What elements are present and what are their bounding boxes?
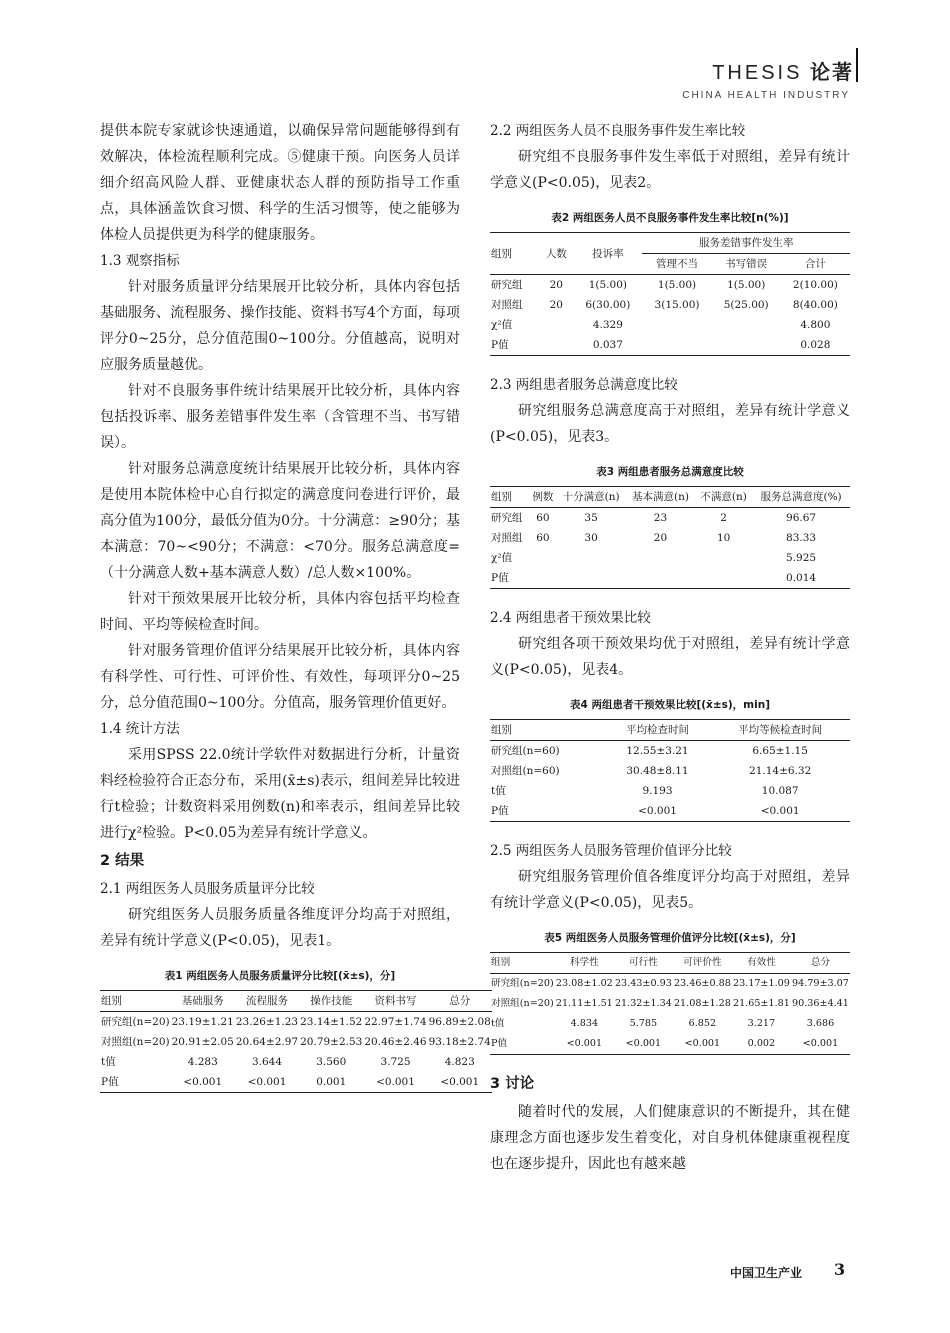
table-row xyxy=(100,1072,492,1093)
table-row xyxy=(490,994,850,1014)
table-cell: 8(40.00) xyxy=(792,299,838,311)
table-cell xyxy=(642,315,711,335)
paragraph-2-5: 研究组服务管理价值各维度评分均高于对照组，差异有统计学意义(P<0.05)，见表5。 xyxy=(490,869,850,911)
table1-header: 基础服务 xyxy=(171,991,235,1012)
table5-header: 组别 xyxy=(490,953,555,974)
table1-header: 资料书写 xyxy=(363,991,427,1012)
brand-cn: 论著 xyxy=(810,62,854,84)
table-cell: t值 xyxy=(101,1056,116,1068)
table-cell: 93.18±2.74 xyxy=(428,1036,491,1048)
left-column xyxy=(100,118,491,1109)
table5-header: 总分 xyxy=(791,953,850,974)
table-cell: 21.14±6.32 xyxy=(749,765,812,777)
section-2-heading: 2 结果 xyxy=(100,853,145,869)
table-cell: 4.823 xyxy=(444,1056,475,1068)
table5-header: 可评价性 xyxy=(673,953,732,974)
paragraph-1-3-c: 针对服务总满意度统计结果展开比较分析，具体内容是使用本院体检中心自行拟定的满意度问卷进行评价，最高分值为100分，最低分值为0分。十分满意：≥90分；基本满意：70~<90分；不满意：<70分。服务总满意度=（十分满意人数+基本满意人数）/总人数×100%。 xyxy=(100,461,460,581)
paragraph-2-3: 研究组服务总满意度高于对照组，差异有统计学意义(P<0.05)，见表3。 xyxy=(490,403,850,445)
table-cell: 0.001 xyxy=(316,1076,347,1088)
table2-header-span: 服务差错事件发生率 xyxy=(642,233,850,254)
table1-caption: 表1 两组医务人员服务质量评分比较[(x̄±s)，分] xyxy=(164,970,396,982)
table-cell: 5.785 xyxy=(629,1018,658,1029)
table-cell: 3.560 xyxy=(316,1056,347,1068)
table-cell: 23.19±1.21 xyxy=(171,1016,234,1028)
right-column xyxy=(490,118,850,1177)
table-row xyxy=(100,1052,492,1072)
table-cell: P值 xyxy=(491,805,509,817)
table-cell: P值 xyxy=(491,1038,508,1049)
table-cell: 3.686 xyxy=(806,1018,835,1029)
table-cell: 21.32±1.34 xyxy=(614,998,672,1009)
table-cell xyxy=(695,568,752,589)
table-cell: 35 xyxy=(584,512,598,524)
table-cell xyxy=(626,568,695,589)
table3 xyxy=(490,486,850,589)
table-cell xyxy=(712,335,781,356)
table-cell xyxy=(539,335,573,356)
table4-header: 平均等候检查时间 xyxy=(710,720,850,741)
table-cell: 3.217 xyxy=(747,1018,776,1029)
table-cell: 83.33 xyxy=(786,532,817,544)
table-cell: 20.79±2.53 xyxy=(300,1036,363,1048)
table-cell: t值 xyxy=(491,1018,505,1029)
table-row xyxy=(490,761,850,781)
table-row xyxy=(490,781,850,801)
table-cell xyxy=(642,335,711,356)
table-cell: 对照组(n=60) xyxy=(491,765,560,777)
table3-caption: 表3 两组患者服务总满意度比较 xyxy=(596,466,744,478)
table4-caption: 表4 两组患者干预效果比较[(x̄±s)，min] xyxy=(570,699,770,711)
paragraph-2-2: 研究组不良服务事件发生率低于对照组，差异有统计学意义(P<0.05)，见表2。 xyxy=(490,149,850,191)
journal-brand xyxy=(712,56,854,85)
table-cell: 20 xyxy=(549,279,563,291)
table-cell: <0.001 xyxy=(760,805,800,817)
table-row xyxy=(490,1034,850,1055)
table-cell: 23.43±0.93 xyxy=(614,978,672,989)
section-1-4-heading: 1.4 统计方法 xyxy=(100,721,180,737)
table-cell xyxy=(529,548,556,568)
table5 xyxy=(490,952,850,1055)
section-2-3-heading: 2.3 两组患者服务总满意度比较 xyxy=(490,377,678,393)
table-cell: P值 xyxy=(101,1076,119,1088)
table-cell: 4.834 xyxy=(570,1018,599,1029)
section-1-3-heading: 1.3 观察指标 xyxy=(100,253,180,269)
table5-caption: 表5 两组医务人员服务管理价值评分比较[(x̄±s)，分] xyxy=(544,932,796,944)
table-cell: 研究组(n=20) xyxy=(101,1016,170,1028)
table-cell: 60 xyxy=(536,512,550,524)
table-cell xyxy=(695,548,752,568)
table-cell: 对照组(n=20) xyxy=(101,1036,170,1048)
table-cell: 23.26±1.23 xyxy=(235,1016,299,1028)
table3-header: 例数 xyxy=(529,487,556,508)
table-row xyxy=(490,548,850,568)
table-cell: 0.002 xyxy=(747,1038,776,1049)
table-cell: 20 xyxy=(653,532,668,544)
table-cell: <0.001 xyxy=(376,1076,415,1088)
table-cell: 20 xyxy=(549,299,563,311)
table-row xyxy=(100,1012,492,1033)
table1 xyxy=(100,990,492,1093)
table-cell: 5(25.00) xyxy=(723,299,769,311)
table-cell xyxy=(712,315,781,335)
table-cell: 21.08±1.28 xyxy=(673,998,731,1009)
table5-header: 可行性 xyxy=(614,953,673,974)
table-cell: 6.852 xyxy=(688,1018,717,1029)
table-cell: <0.001 xyxy=(440,1076,480,1088)
table3-header: 不满意(n) xyxy=(695,487,752,508)
table-cell: 3(15.00) xyxy=(654,299,700,311)
paragraph-intro: 提供本院专家就诊快速通道，以确保异常问题能够得到有效解决，体检流程顺利完成。⑤健康干预。向医务人员详细介绍高风险人群、亚健康状态人群的预防指导工作重点，具体涵盖饮食习惯、科学的生活习惯等，使之能够为体检人员提供更为科学的健康服务。 xyxy=(100,123,460,243)
section-2-2-heading: 2.2 两组医务人员不良服务事件发生率比较 xyxy=(490,123,746,139)
table4-header: 平均检查时间 xyxy=(605,720,711,741)
table-cell: <0.001 xyxy=(802,1038,839,1049)
table-row xyxy=(490,528,850,548)
table-cell: 90.36±4.41 xyxy=(792,998,849,1009)
table-cell: 4.329 xyxy=(592,319,623,331)
table4 xyxy=(490,719,850,822)
table-cell: 20.64±2.97 xyxy=(235,1036,299,1048)
section-2-1-heading: 2.1 两组医务人员服务质量评分比较 xyxy=(100,881,315,897)
table-cell: 10.087 xyxy=(761,785,799,797)
table-row xyxy=(490,295,850,315)
table-cell: 20.46±2.46 xyxy=(364,1036,427,1048)
table-cell: 3.644 xyxy=(251,1056,283,1068)
table-cell: 23.08±1.02 xyxy=(555,978,613,989)
table-row xyxy=(490,275,850,296)
table-cell: t值 xyxy=(491,785,506,797)
table-cell: 2 xyxy=(720,512,727,524)
table2-header: 人数 xyxy=(539,233,573,275)
table-cell: 10 xyxy=(716,532,731,544)
table-cell: 23.46±0.88 xyxy=(673,978,731,989)
journal-footer: 中国卫生产业 xyxy=(730,1266,803,1280)
table-cell: 22.97±1.74 xyxy=(364,1016,427,1028)
paragraph-1-3-e: 针对服务管理价值评分结果展开比较分析，具体内容有科学性、可行性、可评价性、有效性，每项评分0~25分，总分值范围0~100分。分值高，服务管理价值更好。 xyxy=(100,643,460,711)
paragraph-1-3-d: 针对干预效果展开比较分析，具体内容包括平均检查时间、平均等候检查时间。 xyxy=(100,591,460,633)
table1-header: 组别 xyxy=(100,991,171,1012)
table-cell: 研究组(n=20) xyxy=(491,978,554,989)
table-row xyxy=(490,335,850,356)
table3-header: 基本满意(n) xyxy=(626,487,695,508)
table-cell: 96.67 xyxy=(786,512,817,524)
section-3-heading: 3 讨论 xyxy=(490,1076,535,1092)
paragraph-3: 随着时代的发展，人们健康意识的不断提升，其在健康理念方面也逐步发生着变化，对自身机体健康重视程度也在逐步提升，因此也有越来越 xyxy=(490,1104,850,1172)
table2-header: 投诉率 xyxy=(573,233,642,275)
table-cell: 1(5.00) xyxy=(727,279,766,291)
table-cell: 21.11±1.51 xyxy=(555,998,613,1009)
table2-subheader: 管理不当 xyxy=(642,254,711,275)
table-cell: 4.283 xyxy=(187,1056,218,1068)
table2-subheader: 书写错误 xyxy=(712,254,781,275)
table-cell: 12.55±3.21 xyxy=(626,745,689,757)
table-cell: 20.91±2.05 xyxy=(171,1036,234,1048)
journal-subtitle: CHINA HEALTH INDUSTRY xyxy=(682,90,850,101)
table3-header: 服务总满意度(%) xyxy=(752,487,850,508)
table-cell: 6.65±1.15 xyxy=(752,745,808,757)
table-cell: <0.001 xyxy=(183,1076,223,1088)
table-cell: 对照组(n=20) xyxy=(491,998,554,1009)
section-2-5-heading: 2.5 两组医务人员服务管理价值评分比较 xyxy=(490,843,732,859)
table-cell: 96.89±2.08 xyxy=(428,1016,491,1028)
table1-header: 操作技能 xyxy=(299,991,363,1012)
table-cell: 0.028 xyxy=(800,339,831,351)
table-row xyxy=(490,801,850,822)
table-cell: 30.48±8.11 xyxy=(626,765,689,777)
table-cell: 30 xyxy=(584,532,598,544)
table-row xyxy=(490,315,850,335)
table-cell xyxy=(626,548,695,568)
paragraph-1-3-a: 针对服务质量评分结果展开比较分析，具体内容包括基础服务、流程服务、操作技能、资料书写4个方面，每项评分0~25分，总分值范围0~100分。分值越高，说明对应服务质量越优。 xyxy=(100,279,460,373)
table-cell: 3.725 xyxy=(380,1056,411,1068)
brand-thesis: THESIS xyxy=(712,62,803,84)
table-cell xyxy=(556,568,625,589)
table-cell: <0.001 xyxy=(684,1038,721,1049)
table2-subheader: 合计 xyxy=(781,254,850,275)
table-cell: 对照组 xyxy=(491,299,523,311)
paragraph-2-4: 研究组各项干预效果均优于对照组，差异有统计学意义(P<0.05)，见表4。 xyxy=(490,636,850,678)
table-cell: <0.001 xyxy=(625,1038,662,1049)
table-cell: 对照组 xyxy=(491,532,523,544)
table-cell: 研究组 xyxy=(491,279,523,291)
table-cell: 2(10.00) xyxy=(792,279,838,291)
table-cell: 23.17±1.09 xyxy=(732,978,790,989)
table-row xyxy=(100,1032,492,1052)
table-cell: 1(5.00) xyxy=(588,279,627,291)
page-number: 3 xyxy=(834,1260,846,1279)
table-cell: 9.193 xyxy=(642,785,673,797)
table5-header: 科学性 xyxy=(555,953,614,974)
table-cell: 21.65±1.81 xyxy=(732,998,790,1009)
table-cell: 研究组 xyxy=(491,512,523,524)
table-cell: 60 xyxy=(536,532,550,544)
table-cell: P值 xyxy=(491,572,509,584)
table2 xyxy=(490,232,850,356)
table-cell: <0.001 xyxy=(638,805,677,817)
table-cell: 1(5.00) xyxy=(657,279,697,291)
section-2-4-heading: 2.4 两组患者干预效果比较 xyxy=(490,610,651,626)
table3-header: 组别 xyxy=(490,487,529,508)
table-cell: <0.001 xyxy=(566,1038,603,1049)
table5-header: 有效性 xyxy=(732,953,791,974)
table-cell xyxy=(529,568,556,589)
table-row xyxy=(490,741,850,762)
table-cell: 6(30.00) xyxy=(585,299,631,311)
table-cell: 5.925 xyxy=(786,552,817,564)
table2-caption: 表2 两组医务人员不良服务事件发生率比较[n(%)] xyxy=(551,212,789,224)
table-cell: 研究组(n=60) xyxy=(491,745,560,757)
paragraph-1-4: 采用SPSS 22.0统计学软件对数据进行分析，计量资料经检验符合正态分布，采用(x̄±s)表示，组间差异比较进行t检验；计数资料采用例数(n)和率表示，组间差异比较进行χ²检验。P<0.05为差异有统计学意义。 xyxy=(100,747,460,841)
table-cell xyxy=(556,548,625,568)
table3-header: 十分满意(n) xyxy=(556,487,625,508)
table1-header: 总分 xyxy=(428,991,492,1012)
table-cell: χ²值 xyxy=(491,552,513,564)
table-cell xyxy=(539,315,573,335)
table-row xyxy=(490,974,850,995)
table-row xyxy=(490,568,850,589)
table-cell: <0.001 xyxy=(247,1076,287,1088)
table2-header: 组别 xyxy=(490,233,539,275)
table-cell: 23.14±1.52 xyxy=(300,1016,363,1028)
table-cell: 94.79±3.07 xyxy=(792,978,849,989)
table-cell: 4.800 xyxy=(800,319,831,331)
table4-header: 组别 xyxy=(490,720,605,741)
table1-header: 流程服务 xyxy=(235,991,299,1012)
table-cell: P值 xyxy=(491,339,509,351)
paragraph-2-1: 研究组医务人员服务质量各维度评分均高于对照组，差异有统计学意义(P<0.05)，见表1。 xyxy=(100,907,460,949)
table-row xyxy=(490,508,850,529)
table-row xyxy=(490,1014,850,1034)
table-cell: 0.037 xyxy=(592,339,623,351)
table-cell: χ²值 xyxy=(491,319,513,331)
header-rule xyxy=(856,48,858,82)
table-cell: 23 xyxy=(653,512,668,524)
paragraph-1-3-b: 针对不良服务事件统计结果展开比较分析，具体内容包括投诉率、服务差错事件发生率（含管理不当、书写错误）。 xyxy=(100,383,460,451)
table-cell: 0.014 xyxy=(786,572,817,584)
